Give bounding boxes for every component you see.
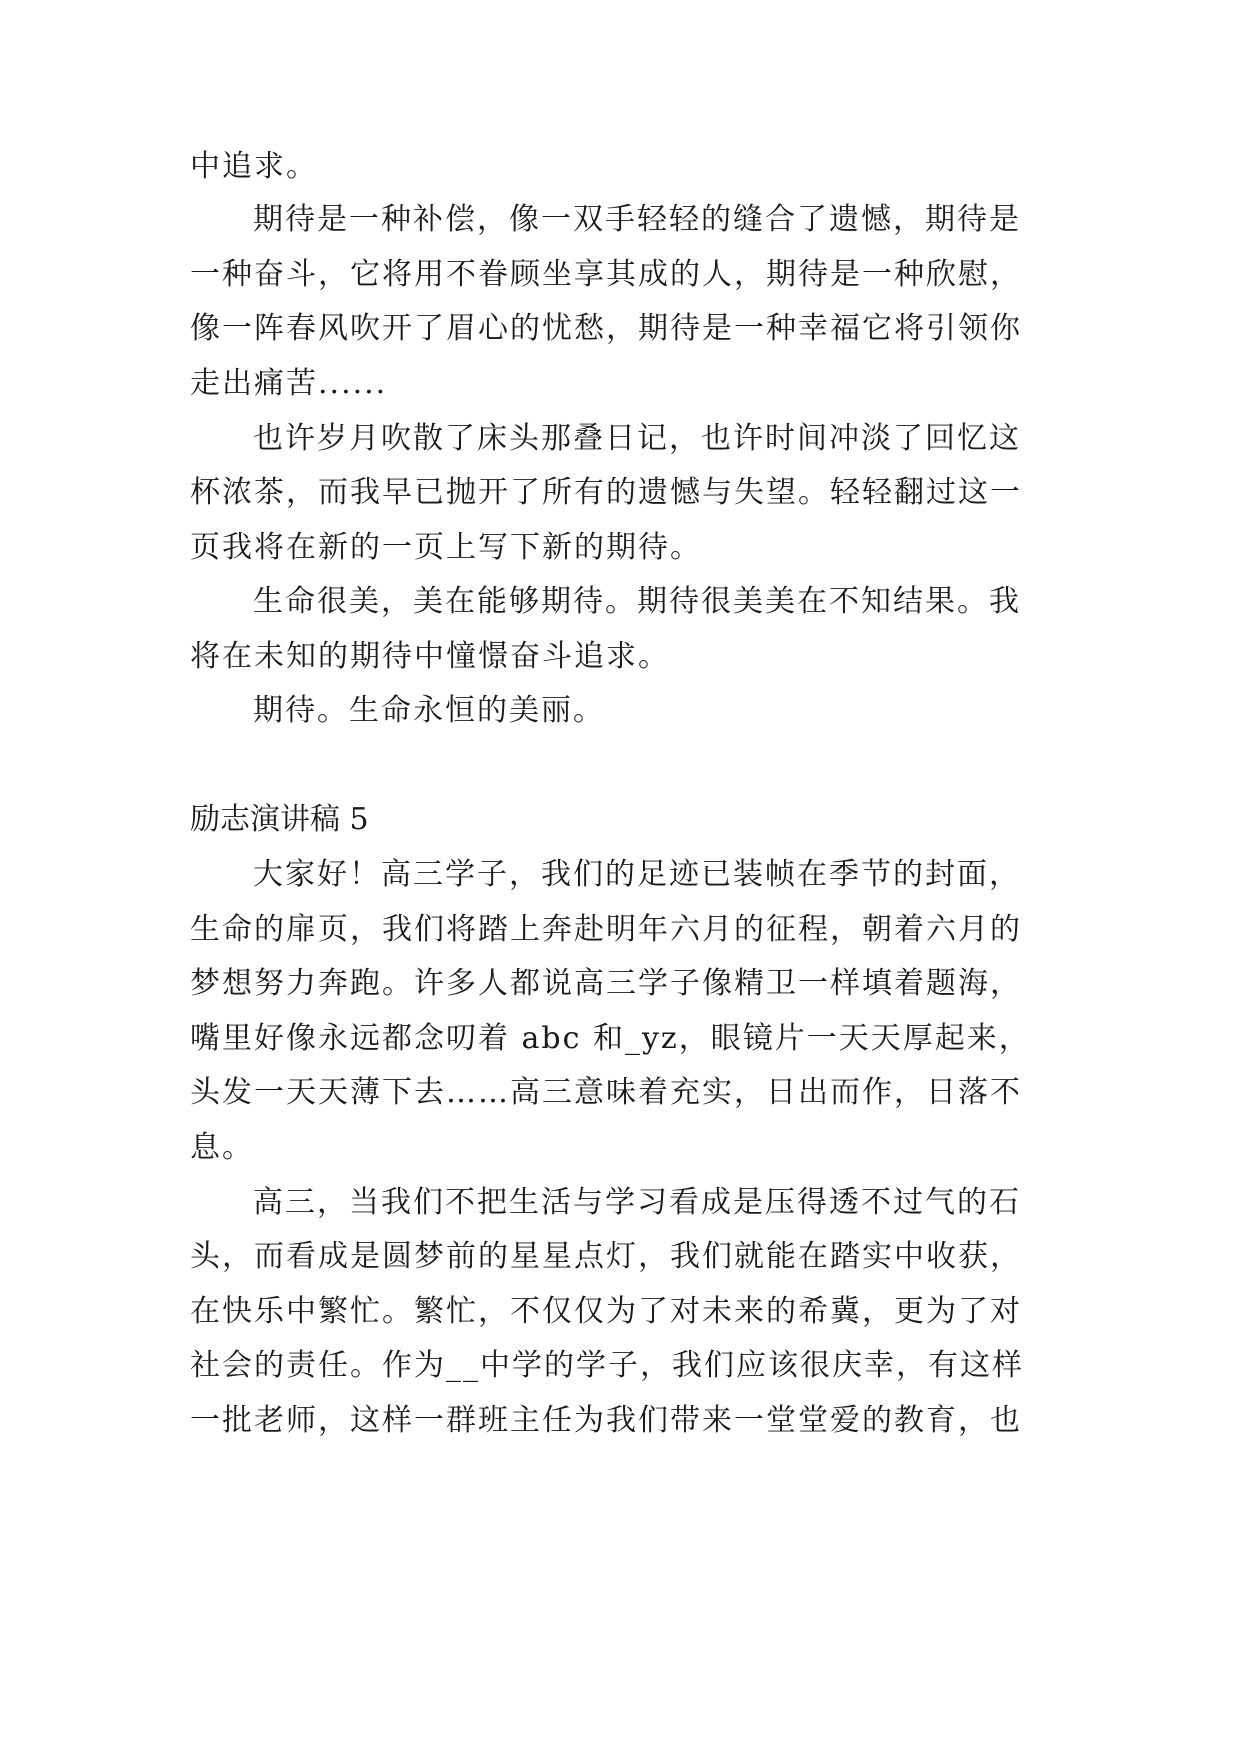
text-line: 页我将在新的一页上写下新的期待。	[190, 530, 702, 565]
text-line: 一批老师，这样一群班主任为我们带来一堂堂爱的教育，也	[190, 1403, 1022, 1438]
paragraph-start: 生命很美，美在能够期待。期待很美美在不知结果。我	[253, 584, 1021, 619]
text-line: 嘴里好像永远都念叨着 abc 和_yz，眼镜片一天天厚起来，	[190, 1021, 1031, 1056]
text-line: 中追求。	[190, 149, 318, 184]
text-line: 像一阵春风吹开了眉心的忧愁，期待是一种幸福它将引领你	[190, 311, 1022, 346]
text-line: 头，而看成是圆梦前的星星点灯，我们就能在踏实中收获，	[190, 1239, 1022, 1274]
paragraph-start: 也许岁月吹散了床头那叠日记，也许时间冲淡了回忆这	[253, 421, 1021, 456]
text-line: 头发一天天薄下去……高三意味着充实，日出而作，日落不	[190, 1075, 1022, 1110]
text-line: 梦想努力奔跑。许多人都说高三学子像精卫一样填着题海，	[190, 966, 1022, 1001]
section-heading: 励志演讲稿 5	[190, 802, 369, 837]
paragraph-start: 大家好！高三学子，我们的足迹已装帧在季节的封面，	[253, 857, 1021, 892]
text-line: 生命的扉页，我们将踏上奔赴明年六月的征程，朝着六月的	[190, 912, 1022, 947]
text-line: 杯浓茶，而我早已抛开了所有的遗憾与失望。轻轻翻过这一	[190, 475, 1022, 510]
text-line: 社会的责任。作为__中学的学子，我们应该很庆幸，有这样	[190, 1348, 1024, 1383]
text-line: 息。	[190, 1130, 254, 1165]
paragraph-start: 期待是一种补偿，像一双手轻轻的缝合了遗憾，期待是	[253, 202, 1021, 237]
text-line: 在快乐中繁忙。繁忙，不仅仅为了对未来的希冀，更为了对	[190, 1294, 1022, 1329]
text-line: 将在未知的期待中憧憬奋斗追求。	[190, 639, 670, 674]
paragraph-start: 期待。生命永恒的美丽。	[253, 693, 605, 728]
paragraph-start: 高三，当我们不把生活与学习看成是压得透不过气的石	[253, 1185, 1021, 1220]
text-line: 一种奋斗，它将用不眷顾坐享其成的人，期待是一种欣慰，	[190, 257, 1022, 292]
text-line: 走出痛苦......	[190, 366, 388, 401]
